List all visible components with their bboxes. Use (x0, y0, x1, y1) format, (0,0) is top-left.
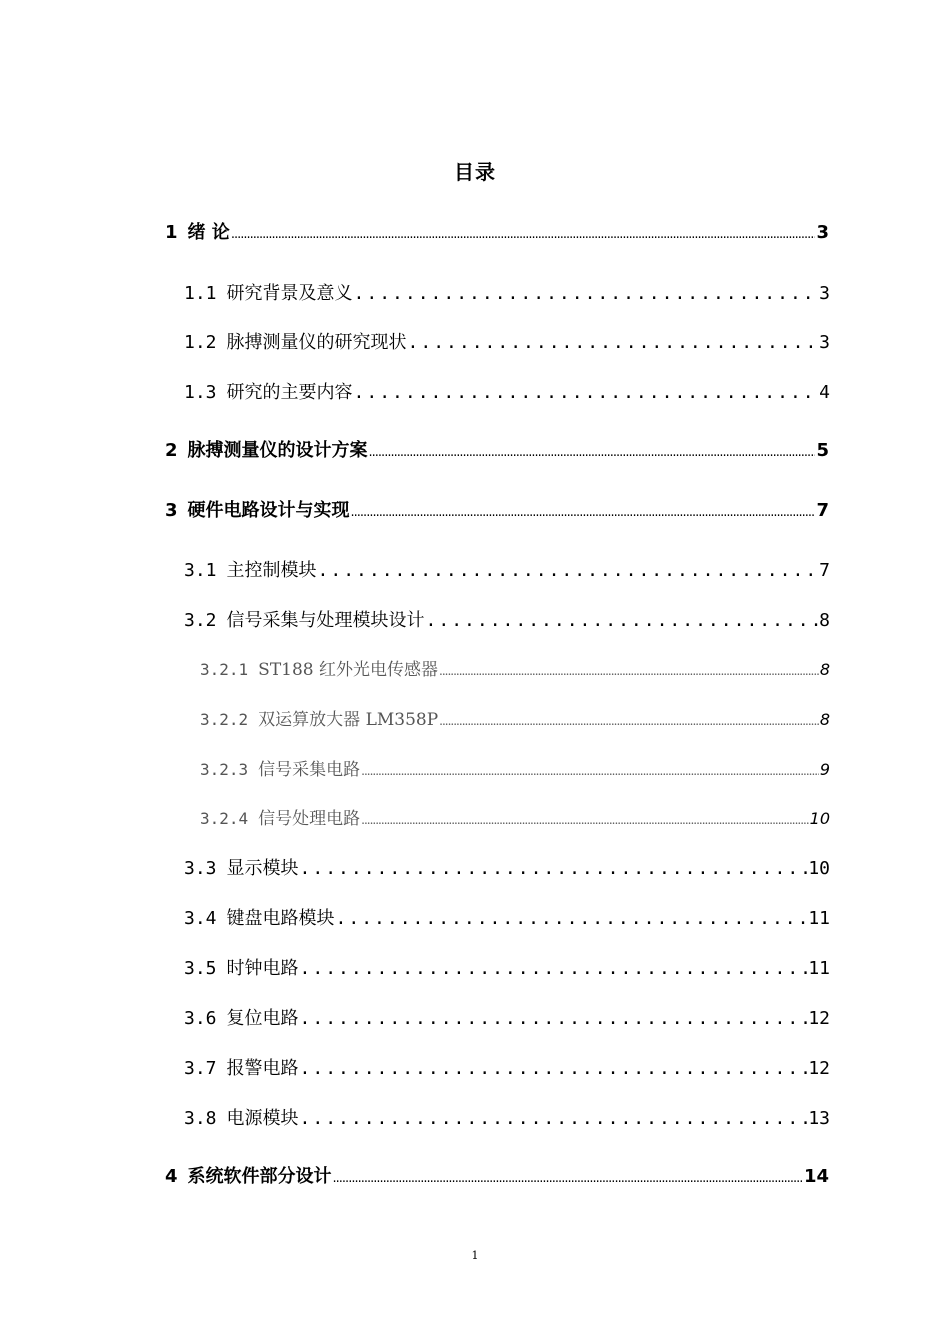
toc-entry-1-2[interactable] (184, 328, 830, 354)
toc-page-number: 8 (819, 710, 830, 729)
toc-text: 信号处理电路 (258, 809, 361, 829)
dot-leader (300, 858, 808, 879)
dot-leader (351, 505, 816, 520)
toc-label (200, 705, 438, 730)
toc-number: 1.2 (184, 332, 217, 353)
toc-entry-3-2-3[interactable] (200, 755, 830, 780)
toc-text: 硬件电路设计与实现 (187, 500, 350, 521)
toc-page-number: 12 (808, 1058, 830, 1079)
dot-leader (426, 610, 819, 631)
toc-text: 主控制模块 (226, 560, 317, 581)
toc-page-number: 7 (816, 500, 829, 521)
toc-text: 双运算放大器 LM358P (258, 710, 439, 730)
toc-text: 绪 论 (187, 222, 230, 243)
toc-label (200, 655, 438, 680)
dot-leader (300, 1008, 808, 1029)
dot-leader (354, 283, 819, 304)
toc-text: 键盘电路模块 (226, 908, 335, 929)
toc-text: 时钟电路 (226, 958, 299, 979)
toc-page-number: 8 (819, 660, 830, 679)
toc-entry-1-3[interactable] (184, 378, 830, 404)
toc-text: 脉搏测量仪的研究现状 (226, 332, 407, 353)
footer-page-number: 1 (471, 1249, 479, 1262)
dot-leader (300, 1108, 808, 1129)
toc-label (200, 804, 360, 829)
toc-label (165, 1162, 332, 1188)
toc-label (200, 755, 360, 780)
toc-entry-1-1[interactable] (184, 279, 830, 305)
toc-text: 研究背景及意义 (226, 283, 353, 304)
dot-leader (361, 764, 819, 778)
toc-label (184, 854, 299, 880)
toc-page-number: 13 (808, 1108, 830, 1129)
toc-page-number: 10 (808, 858, 830, 879)
toc-page-number: 3 (819, 332, 830, 353)
toc-text: 脉搏测量仪的设计方案 (187, 440, 368, 461)
dot-leader (439, 664, 819, 678)
toc-entry-3-2-2[interactable] (200, 705, 830, 730)
toc-label (184, 954, 299, 980)
dot-leader (231, 227, 816, 242)
toc-label (184, 556, 317, 582)
toc-number: 2 (165, 440, 178, 461)
toc-label (184, 904, 335, 930)
toc-page-number: 14 (803, 1166, 829, 1187)
toc-number: 3.2.2 (200, 710, 249, 729)
toc-page-number: 11 (808, 908, 830, 929)
dot-leader (354, 382, 819, 403)
toc-text: 显示模块 (226, 858, 299, 879)
toc-label (184, 328, 407, 354)
dot-leader (439, 714, 819, 728)
toc-page-number: 4 (819, 382, 830, 403)
toc-label (184, 1054, 299, 1080)
toc-page-number: 10 (809, 809, 830, 828)
toc-number: 3.7 (184, 1058, 217, 1079)
dot-leader (300, 958, 808, 979)
toc-entry-1[interactable] (165, 218, 829, 244)
toc-page-number: 9 (819, 760, 830, 779)
toc-text: 系统软件部分设计 (187, 1166, 332, 1187)
toc-page-number: 11 (808, 958, 830, 979)
toc-text: 报警电路 (226, 1058, 299, 1079)
toc-text: 信号采集与处理模块设计 (226, 610, 425, 631)
toc-number: 3.2.4 (200, 809, 249, 828)
toc-title: 目录 (454, 160, 496, 184)
toc-entry-3[interactable] (165, 496, 829, 522)
toc-number: 4 (165, 1166, 178, 1187)
toc-number: 3.2.1 (200, 660, 249, 679)
toc-page-number: 12 (808, 1008, 830, 1029)
toc-number: 1 (165, 222, 178, 243)
toc-number: 3.6 (184, 1008, 217, 1029)
toc-number: 3.2 (184, 610, 217, 631)
dot-leader (300, 1058, 808, 1079)
toc-entry-3-3[interactable] (184, 854, 830, 880)
toc-number: 3 (165, 500, 178, 521)
toc-number: 3.3 (184, 858, 217, 879)
dot-leader (336, 908, 808, 929)
toc-label (184, 1104, 299, 1130)
toc-label (165, 496, 350, 522)
toc-text: 研究的主要内容 (226, 382, 353, 403)
toc-number: 3.4 (184, 908, 217, 929)
toc-text: 信号采集电路 (258, 760, 361, 780)
toc-entry-3-4[interactable] (184, 904, 830, 930)
toc-entry-3-7[interactable] (184, 1054, 830, 1080)
toc-entry-3-2[interactable] (184, 606, 830, 632)
toc-number: 3.1 (184, 560, 217, 581)
toc-number: 1.1 (184, 283, 217, 304)
toc-label (184, 606, 425, 632)
dot-leader (318, 560, 819, 581)
toc-page-number: 5 (816, 440, 829, 461)
toc-entry-3-2-1[interactable] (200, 655, 830, 680)
toc-entry-3-6[interactable] (184, 1004, 830, 1030)
toc-number: 1.3 (184, 382, 217, 403)
dot-leader (408, 332, 819, 353)
toc-entry-3-1[interactable] (184, 556, 830, 582)
toc-entry-2[interactable] (165, 436, 829, 462)
toc-entry-3-2-4[interactable] (200, 804, 830, 829)
dot-leader (361, 813, 808, 827)
toc-label (165, 436, 368, 462)
toc-text: 复位电路 (226, 1008, 299, 1029)
toc-entry-4[interactable] (165, 1162, 829, 1188)
toc-label (184, 378, 353, 404)
dot-leader (333, 1171, 803, 1186)
toc-label (184, 279, 353, 305)
toc-text: ST188 红外光电传感器 (258, 660, 439, 680)
dot-leader (369, 445, 816, 460)
toc-label (184, 1004, 299, 1030)
toc-number: 3.5 (184, 958, 217, 979)
toc-text: 电源模块 (226, 1108, 299, 1129)
toc-number: 3.8 (184, 1108, 217, 1129)
toc-entry-3-8[interactable] (184, 1104, 830, 1130)
toc-number: 3.2.3 (200, 760, 249, 779)
toc-label (165, 218, 230, 244)
toc-page-number: 8 (819, 610, 830, 631)
toc-entry-3-5[interactable] (184, 954, 830, 980)
toc-page-number: 3 (816, 222, 829, 243)
toc-page-number: 3 (819, 283, 830, 304)
toc-page-number: 7 (819, 560, 830, 581)
